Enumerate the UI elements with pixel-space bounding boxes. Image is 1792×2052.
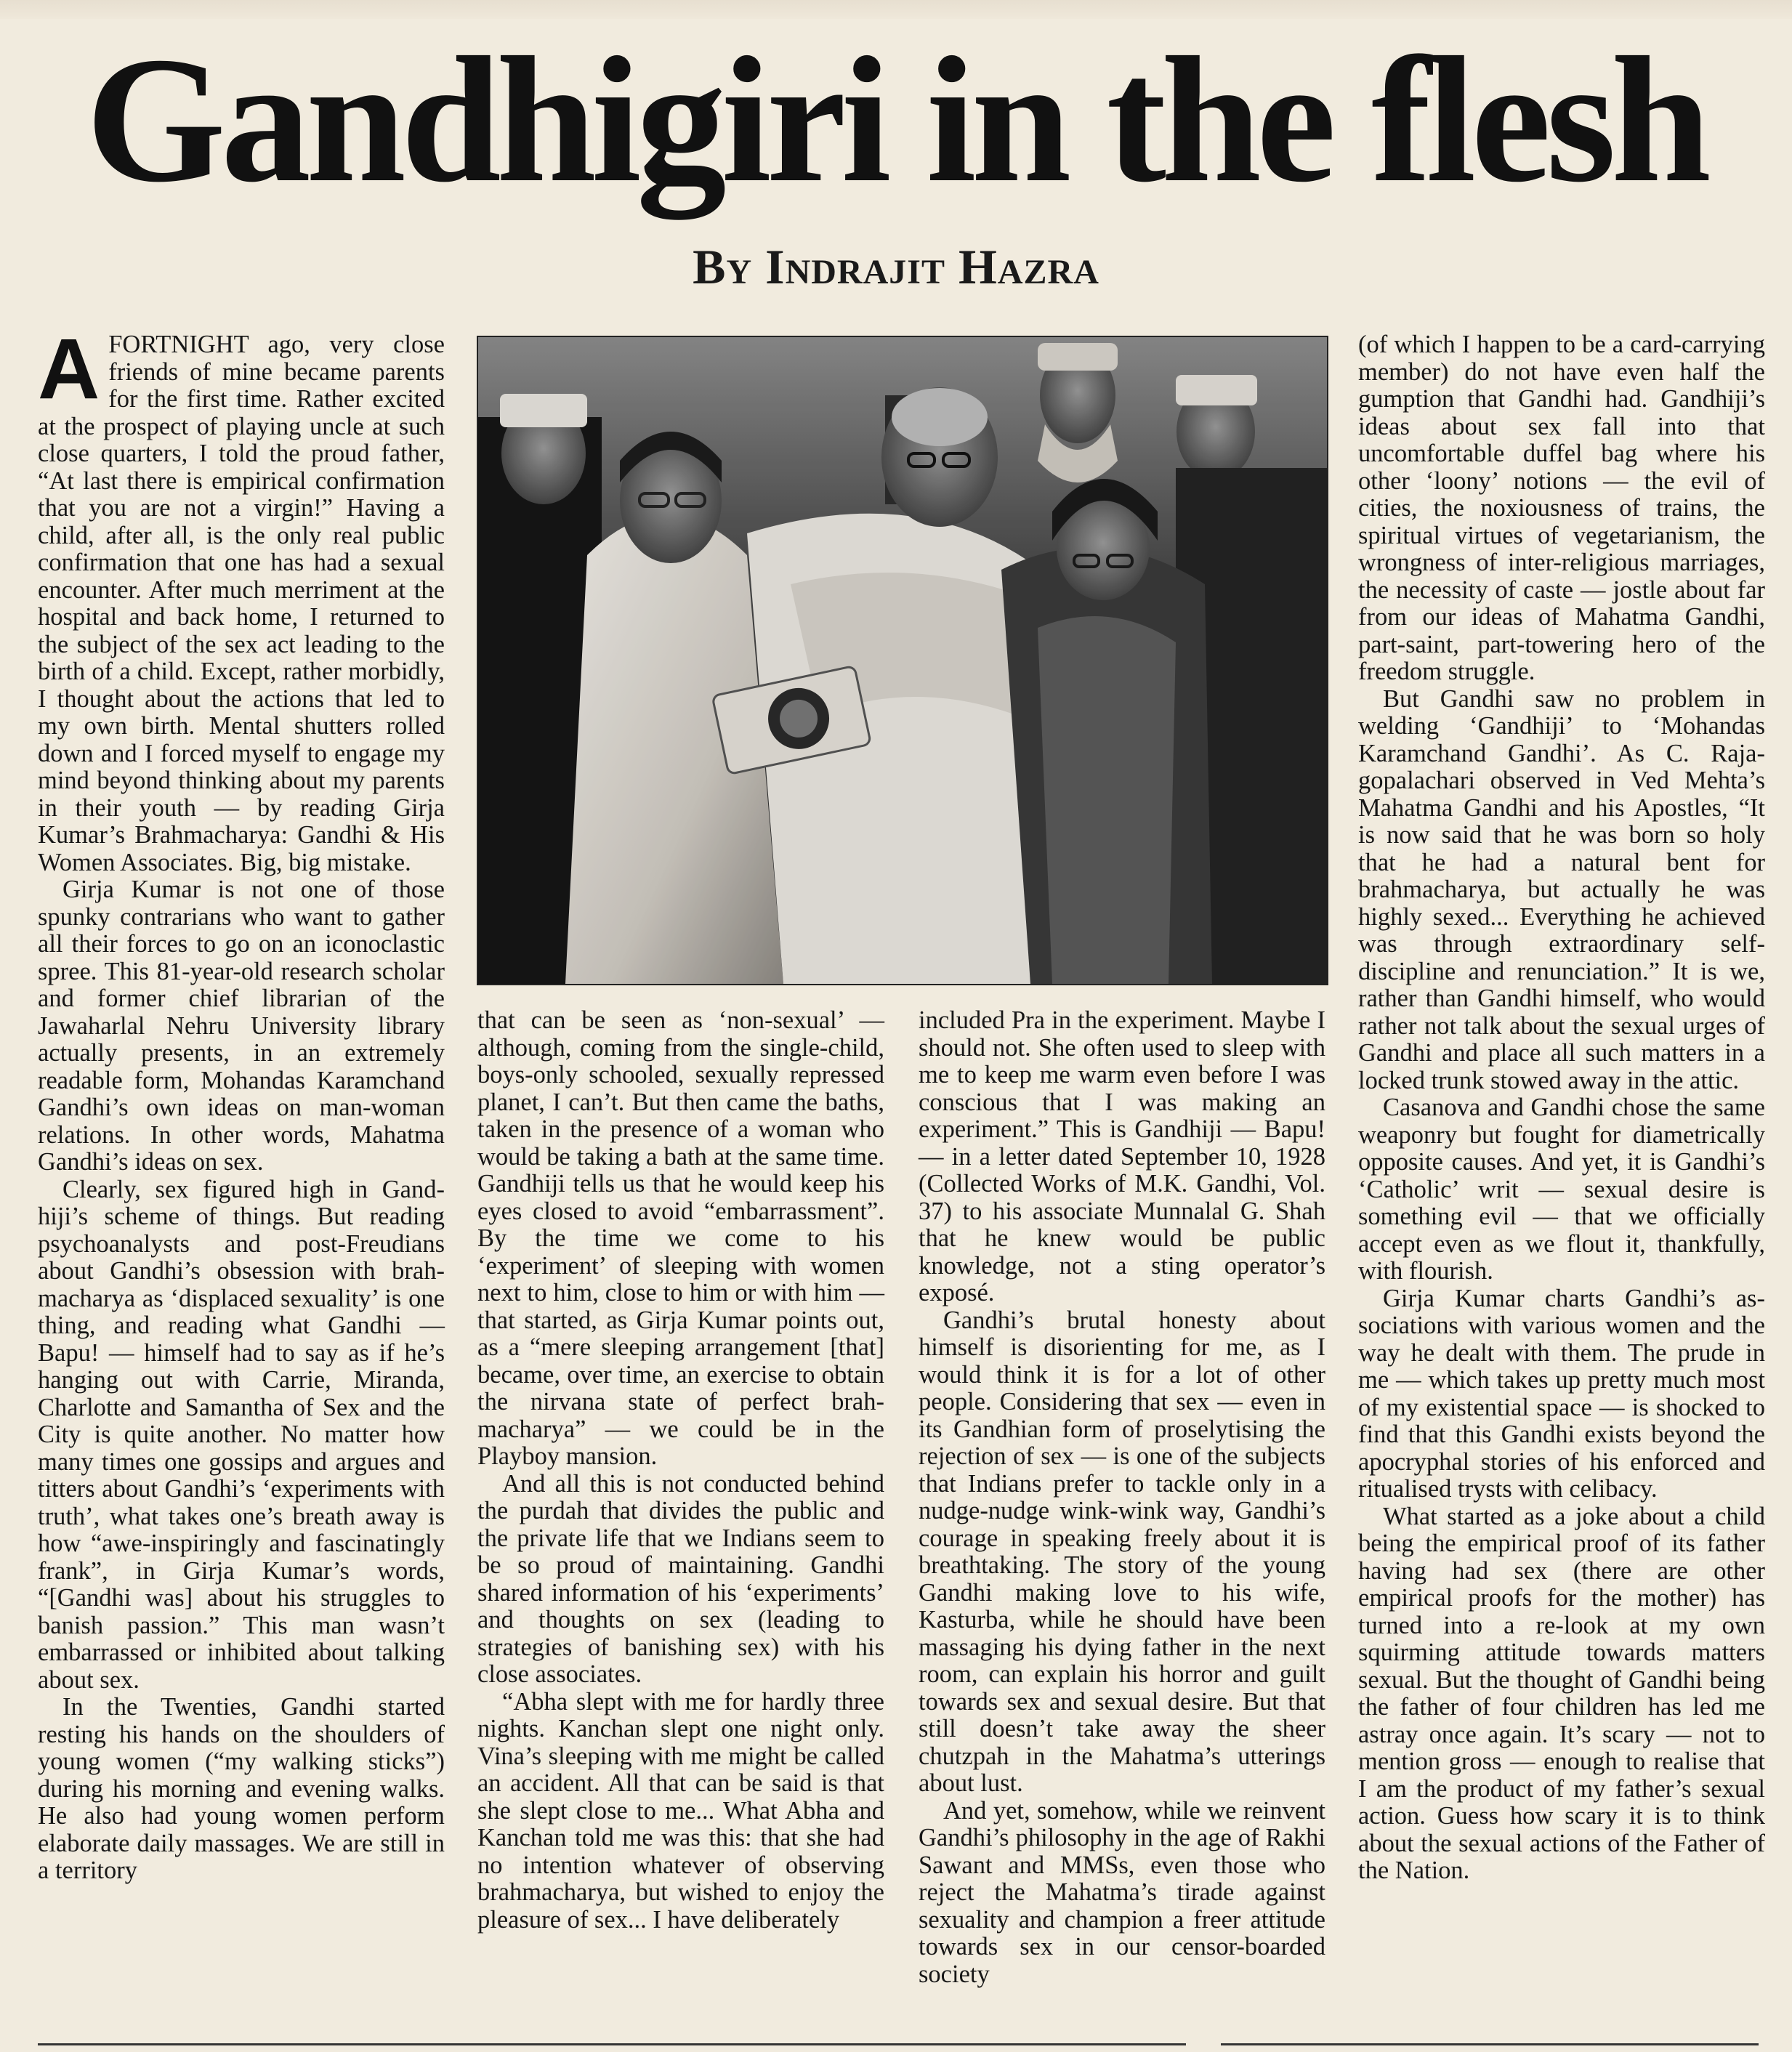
- bottom-rule-left: [38, 2043, 1186, 2045]
- bottom-rule-right: [1221, 2043, 1759, 2045]
- article-column-1: [38, 321, 445, 1885]
- article-column-3: [919, 1007, 1325, 1988]
- paragraph: And all this is not conducted behind the purdah that divides the public and the private life that we Indians seem to be so proud of maintaining. Gandhi shared information of his ‘experiments’ and thoughts on sex (leading to strategies of banishing sex) with his close associates.: [477, 1469, 884, 1688]
- paragraph: What started as a joke about a child being the empirical proof of its father having had sex (there are other empirical proofs for the mother) has turned into a re-look at my own squirming attitude towards matters sexual. But the thought of Gandhi being the father of four children has led me astray once again. It’s scary — not to mention gross — enough to realise that I am the product of my father’s sexual action. Guess how scary it is to think about the sexual actions of the Father of the Nation.: [1358, 1502, 1765, 1884]
- news-photo: [477, 336, 1328, 985]
- paragraph: included Pra in the experiment. Maybe I should not. She often used to sleep with me to keep me warm even before I was conscious that I was making an experiment.” This is Gandhiji — Bapu! — in a letter dated September 10, 1928 (Collected Works of M.K. Gandhi, Vol. 37) to his associate Munnalal G. Shah that he knew would be public knowledge, not a sting operator’s exposé.: [919, 1006, 1325, 1306]
- paragraph: In the Twenties, Gandhi started resting his hands on the shoulders of young women (“my walking sticks”) during his morning and evening walks. He also had young women perform elaborate daily massages. We are still in a territory: [38, 1693, 445, 1884]
- paragraph: [38, 321, 445, 876]
- headline: Gandhigiri in the flesh: [86, 20, 1706, 219]
- paragraph: Clearly, sex figured high in Gandhiji’s scheme of things. But reading psychoanalysts and post-Freudians about Gandhi’s obsession with brahmacharya as ‘displaced sexuality’ is one thing, and reading what Gandhi — Bapu! — himself had to say as if he’s hanging out with Carrie, Miranda, Charlotte and Samantha of Sex and the City is quite another. No matter how many times one gossips and argues and titters about Gandhi’s ‘experiments with truth’, what takes one’s breath away is how “awe-inspiringly and fascinatingly frank”, in Girja Kumar’s words, “[Gandhi was] about his struggles to banish passion.” This man wasn’t embarrassed or inhibited about talking about sex.: [38, 1175, 445, 1694]
- paragraph: But Gandhi saw no problem in welding ‘Gandhiji’ to ‘Mohandas Karamchand Gandhi’. As C. Rajagopalachari observed in Ved Mehta’s Mahatma Gandhi and his Apostles, “It is now said that he was born so holy that he had a natural bent for brahmacharya, but actually he was highly sexed... Everything he achieved was through extraordinary self-discipline and renunciation.” It is we, rather than Gandhi himself, who would rather not talk about the sexual urges of Gandhi and place all such matters in a locked trunk stowed away in the attic.: [1358, 684, 1765, 1094]
- paragraph: Girja Kumar is not one of those spunky contrarians who want to gather all their forces to go on an iconoclastic spree. This 81-year-old research scholar and former chief librarian of the Jawaharlal Nehru University library actually presents, in an extremely readable form, Mohandas Karamchand Gandhi’s own ideas on man-woman relations. In other words, Mahatma Gandhi’s ideas on sex.: [38, 876, 445, 1176]
- paragraph: And yet, somehow, while we reinvent Gandhi’s philosophy in the age of Rakhi Sawant and MMSs, even those who reject the Mahatma’s tirade against sexuality and champion a freer attitude towards sex in our censor-boarded society: [919, 1796, 1325, 1988]
- byline: By Indrajit Hazra: [693, 239, 1099, 294]
- paragraph: Gandhi’s brutal honesty about himself is disorienting for me, as I would think it is for a lot of other people. Considering that sex — even in its Gandhian form of proselytising the rejection of sex — is one of the subjects that Indians prefer to tackle only in a nudge-nudge wink-wink way, Gandhi’s courage in speaking freely about it is breathtaking. The story of the young Gandhi making love to his wife, Kasturba, while he should have been massaging his dying father in the next room, can explain his horror and guilt towards sex and sexual desire. But that still doesn’t take away the sheer chutzpah in the Mahatma’s utterings about lust.: [919, 1306, 1325, 1797]
- paragraph: “Abha slept with me for hardly three nights. Kanchan slept one night only. Vina’s sleeping with me might be called an accident. All that can be said is that she slept close to me... What Abha and Kanchan told me was this: that she had no intention whatever of observing brahmacharya, but wished to enjoy the pleasure of sex... I have deliberately: [477, 1687, 884, 1934]
- photo-gandhi-icon: [478, 337, 1327, 984]
- clipped-masthead-strip: [0, 0, 1792, 19]
- paragraph-text: FORTNIGHT ago, very close friends of mine became parents for the first time. Rather excited at the prospect of playing uncle at such close quarters, I told the proud father, “At last there is empirical confirmation that you are not a virgin!” Having a child, after all, is the only real public confirmation that one has had a sexual encounter. After much merriment at the hospital and back home, I returned to the subject of the sex act leading to the birth of a child. Except, rather morbidly, I thought about the actions that led to my own birth. Mental shutters rolled down and I forced myself to engage my mind beyond thinking about my parents in their youth — by reading Girja Kumar’s Brahmacharya: Gandhi & His Women Associates. Big, big mistake.: [38, 331, 445, 876]
- drop-cap: A: [38, 321, 100, 417]
- article-column-2: [477, 1007, 884, 1934]
- paragraph: (of which I happen to be a card-carrying member) do not have even half the gumption that Gandhi had. Gandhiji’s ideas about sex fall into that uncomfortable duffel bag where his other ‘loony’ notions — the evil of cities, the noxiousness of trains, the spiritual virtues of vegetarianism, the wrongness of inter-religious marriages, the necessity of caste — jostle about far from our ideas of Mahatma Gandhi, part-saint, part-towering hero of the freedom struggle.: [1358, 331, 1765, 685]
- paragraph: Casanova and Gandhi chose the same weaponry but fought for diametrically opposite causes. And yet, it is Gandhi’s ‘Catholic’ writ — sexual desire is something evil — that we officially accept even as we flout it, thankfully, with flourish.: [1358, 1094, 1765, 1285]
- article-column-4: [1358, 331, 1765, 1885]
- paragraph: that can be seen as ‘non-sexual’ — although, coming from the single-child, boys-only schooled, sexually repressed planet, I can’t. But then came the baths, taken in the presence of a woman who would be taking a bath at the same time. Gandhiji tells us that he would keep his eyes closed to avoid “embarrassment”. By the time we come to his ‘experiment’ of sleeping with women next to him, close to him or with him — that started, as Girja Kumar points out, as a “mere sleeping arrangement [that] became, over time, an exercise to obtain the nirvana state of perfect brahmacharya” — we could be in the Playboy mansion.: [477, 1006, 884, 1470]
- paragraph: Girja Kumar charts Gandhi’s associations with various women and the way he dealt with them. The prude in me — which takes up pretty much most of my existential space — is shocked to find that this Gandhi exists beyond the apocryphal stories of his enforced and ritualised trysts with celibacy.: [1358, 1284, 1765, 1503]
